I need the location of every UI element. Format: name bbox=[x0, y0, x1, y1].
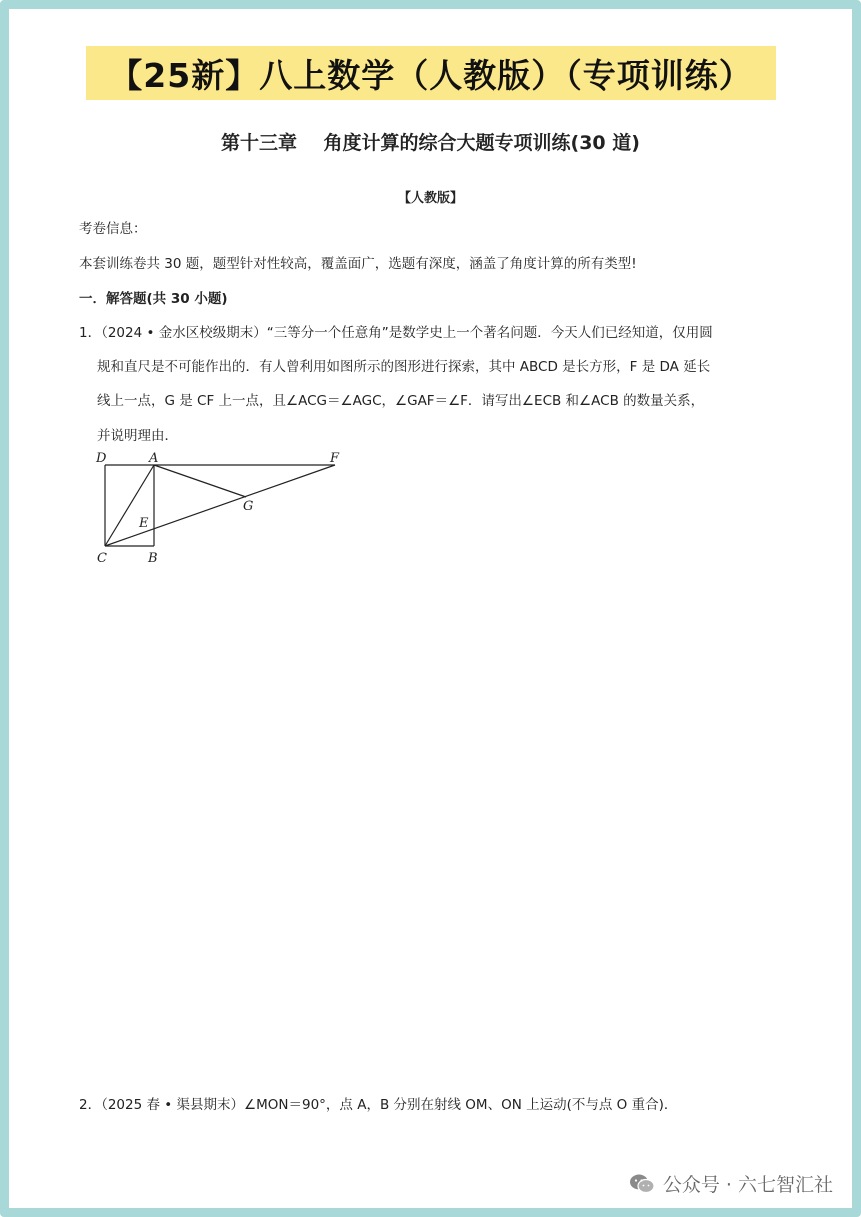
segment-AC bbox=[105, 465, 154, 546]
question-1-line-1: 1．（2024 • 金水区校级期末）“三等分一个任意角”是数学史上一个著名问题．今天人们已经知道，仅用圆 bbox=[79, 325, 713, 341]
edition-label: 【人教版】 bbox=[397, 191, 463, 206]
wechat-icon bbox=[629, 1173, 655, 1195]
question-1-line-2: 规和直尺是不可能作出的．有人曾利用如图所示的图形进行探索，其中 ABCD 是长方形，F 是 DA 延长 bbox=[97, 359, 711, 375]
question-2-line-1: 2．（2025 春 • 渠县期末）∠MON＝90°，点 A，B 分别在射线 OM、ON 上运动(不与点 O 重合)． bbox=[79, 1097, 678, 1113]
label-G: G bbox=[243, 499, 254, 514]
label-F: F bbox=[330, 451, 340, 466]
section-heading: 一．解答题(共 30 小题) bbox=[79, 291, 228, 307]
question-1-line-4: 并说明理由． bbox=[97, 428, 178, 444]
exam-info-label: 考卷信息： bbox=[79, 221, 147, 237]
geometry-diagram bbox=[92, 446, 352, 572]
segment-AG bbox=[154, 465, 246, 497]
label-C: C bbox=[97, 551, 107, 566]
question-1-line-3: 线上一点，G 是 CF 上一点，且∠ACG＝∠AGC，∠GAF＝∠F．请写出∠ECB 和∠ACB 的数量关系， bbox=[97, 393, 705, 409]
intro-text: 本套训练卷共 30 题，题型针对性较高，覆盖面广，选题有深度，涵盖了角度计算的所有类型! bbox=[79, 256, 637, 272]
banner-title: 【25新】八上数学（人教版）（专项训练） bbox=[86, 46, 776, 100]
label-E: E bbox=[139, 516, 149, 531]
watermark bbox=[629, 1170, 833, 1197]
label-D: D bbox=[96, 451, 107, 466]
watermark-text: 公众号 · 六七智汇社 bbox=[662, 1174, 833, 1196]
label-B: B bbox=[148, 551, 158, 566]
segment-CF bbox=[105, 465, 335, 546]
label-A: A bbox=[149, 451, 159, 466]
chapter-title: 第十三章 角度计算的综合大题专项训练(30 道) bbox=[221, 132, 640, 154]
